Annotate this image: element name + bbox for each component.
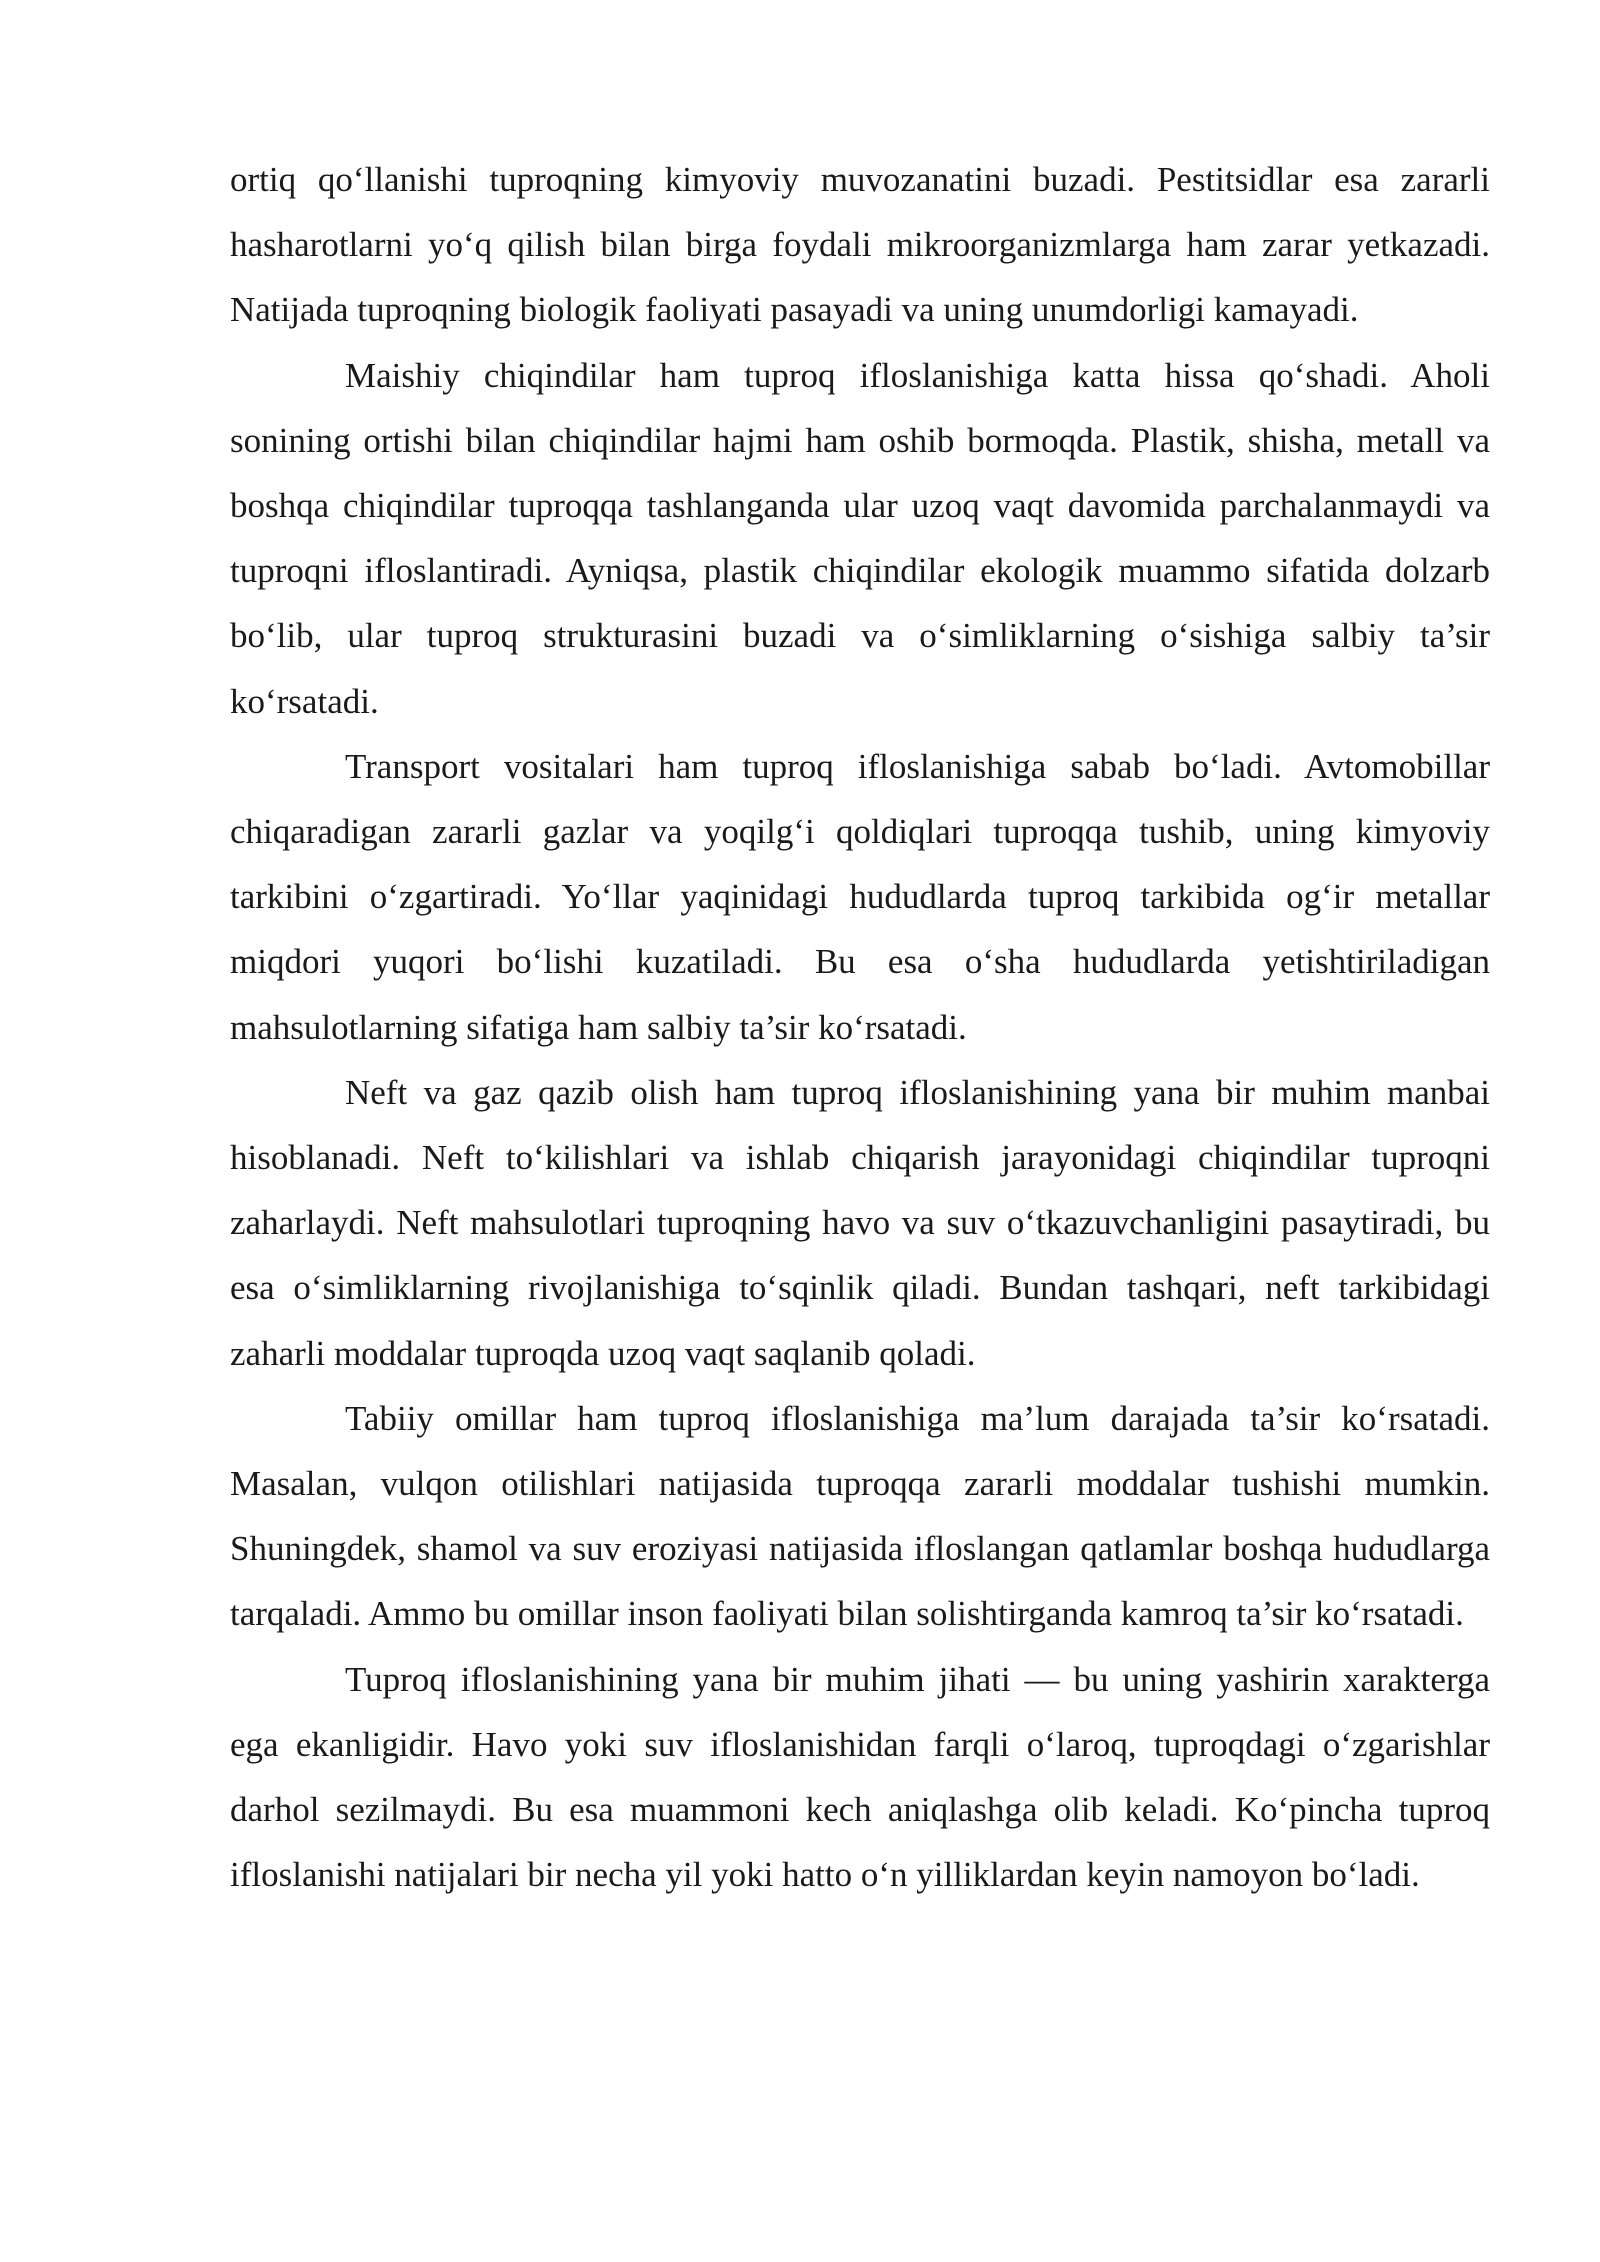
document-body xyxy=(230,147,1490,1907)
paragraph-transport: Transport vositalari ham tuproq ifloslanishiga sabab bo‘ladi. Avtomobillar chiqaradigan zararli gazlar va yoqilg‘i qoldiqlari tuproqqa tushib, uning kimyoviy tarkibini o‘zgartiradi. Yo‘llar yaqinidagi hududlarda tuproq tarkibida og‘ir metallar miqdori yuqori bo‘lishi kuzatiladi. Bu esa o‘sha hududlarda yetishtiriladigan mahsulotlarning sifatiga ham salbiy ta’sir ko‘rsatadi. xyxy=(230,746,1490,1047)
paragraph-natural-factors: Tabiiy omillar ham tuproq ifloslanishiga ma’lum darajada ta’sir ko‘rsatadi. Masalan, vulqon otilishlari natijasida tuproqqa zararli moddalar tushishi mumkin. Shuningdek, shamol va suv eroziyasi natijasida ifloslangan qatlamlar boshqa hududlarga tarqaladi. Ammo bu omillar inson faoliyati bilan solishtirganda kamroq ta’sir ko‘rsatadi. xyxy=(230,1398,1490,1634)
paragraph-continued: ortiq qo‘llanishi tuproqning kimyoviy muvozanatini buzadi. Pestitsidlar esa zararli hasharotlarni yo‘q qilish bilan birga foydali mikroorganizmlarga ham zarar yetkazadi. Natijada tuproqning biologik faoliyati pasayadi va uning unumdorligi kamayadi. xyxy=(230,160,1490,330)
paragraph-hidden-character: Tuproq ifloslanishining yana bir muhim jihati — bu uning yashirin xarakterga ega ekanligidir. Havo yoki suv ifloslanishidan farqli o‘laroq, tuproqdagi o‘zgarishlar darhol sezilmaydi. Bu esa muammoni kech aniqlashga olib keladi. Ko‘pincha tuproq ifloslanishi natijalari bir necha yil yoki hatto o‘n yilliklardan keyin namoyon bo‘ladi. xyxy=(230,1659,1490,1895)
paragraph-oil-gas: Neft va gaz qazib olish ham tuproq ifloslanishining yana bir muhim manbai hisoblanadi. Neft to‘kilishlari va ishlab chiqarish jarayonidagi chiqindilar tuproqni zaharlaydi. Neft mahsulotlari tuproqning havo va suv o‘tkazuvchanligini pasaytiradi, bu esa o‘simliklarning rivojlanishiga to‘sqinlik qiladi. Bundan tashqari, neft tarkibidagi zaharli moddalar tuproqda uzoq vaqt saqlanib qoladi. xyxy=(230,1072,1490,1373)
paragraph-household-waste: Maishiy chiqindilar ham tuproq ifloslanishiga katta hissa qo‘shadi. Aholi sonining ortishi bilan chiqindilar hajmi ham oshib bormoqda. Plastik, shisha, metall va boshqa chiqindilar tuproqqa tashlanganda ular uzoq vaqt davomida parchalanmaydi va tuproqni ifloslantiradi. Ayniqsa, plastik chiqindilar ekologik muammo sifatida dolzarb bo‘lib, ular tuproq strukturasini buzadi va o‘simliklarning o‘sishiga salbiy ta’sir ko‘rsatadi. xyxy=(230,355,1490,721)
